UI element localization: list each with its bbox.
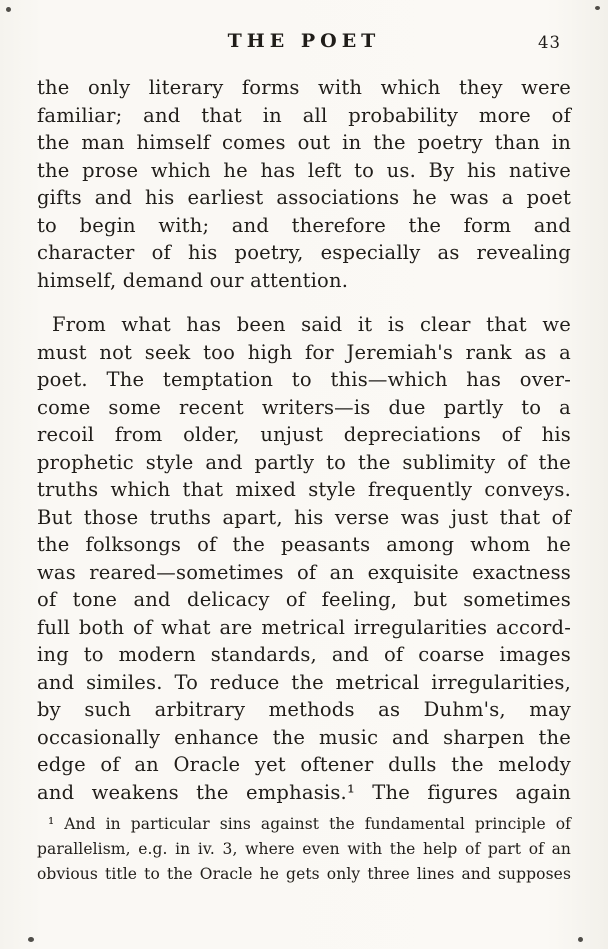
text-line: full both of what are metrical irregularities accord-: [37, 615, 571, 639]
text-block: [37, 74, 571, 806]
scan-artifact: [6, 7, 11, 12]
text-line: gifts and his earliest associations he was a poet: [37, 186, 571, 209]
text-line: and similes. To reduce the metrical irregularities,: [37, 670, 571, 694]
text-line: truths which that mixed style frequently conveys.: [37, 478, 571, 501]
text-line: parallelism, e.g. in iv. 3, where even with the help of part of an: [37, 840, 571, 858]
text-line: character of his poetry, especially as revealing: [37, 241, 571, 264]
text-line: himself, demand our attention.: [37, 268, 349, 292]
paragraph-continuation: [37, 74, 571, 294]
footnote: [37, 812, 571, 887]
text-line: occasionally enhance the music and sharpen the: [37, 725, 571, 749]
text-line: the only literary forms with which they were: [37, 76, 571, 99]
scan-artifact: [28, 937, 34, 942]
scan-artifact: [595, 6, 600, 10]
text-line: ¹ And in particular sins against the fundamental principle of: [48, 815, 571, 833]
running-title: THE POET: [227, 30, 381, 52]
text-line: recoil from older, unjust depreciations of his: [37, 423, 571, 446]
text-line: of tone and delicacy of feeling, but sometimes: [37, 588, 571, 611]
text-line: must not seek too high for Jeremiah's rank as a: [37, 340, 571, 364]
page-number: 43: [538, 33, 561, 52]
text-line: by such arbitrary methods as Duhm's, may: [37, 698, 571, 721]
text-line: obvious title to the Oracle he gets only three lines and supposes: [37, 865, 571, 883]
page-header: [37, 30, 571, 56]
scan-artifact: [578, 937, 583, 942]
text-line: From what has been said it is clear that we: [52, 313, 571, 336]
text-line: was reared—sometimes of an exquisite exactness: [37, 560, 571, 584]
text-line: familiar; and that in all probability more of: [37, 103, 571, 127]
text-line: to begin with; and therefore the form and: [37, 213, 571, 237]
text-line: prophetic style and partly to the sublimity of the: [37, 450, 571, 474]
text-line: the prose which he has left to us. By his native: [37, 158, 571, 182]
text-line: the folksongs of the peasants among whom he: [37, 533, 571, 556]
text-line: But those truths apart, his verse was just that of: [37, 505, 571, 529]
text-line: come some recent writers—is due partly to a: [37, 395, 571, 419]
text-line: and weakens the emphasis.¹ The figures again: [37, 780, 571, 804]
text-line: the man himself comes out in the poetry than in: [37, 131, 571, 154]
text-line: edge of an Oracle yet oftener dulls the melody: [37, 753, 571, 776]
text-line: poet. The temptation to this—which has over-: [37, 368, 571, 391]
text-line: ing to modern standards, and of coarse images: [37, 643, 571, 666]
paragraph-from-what: [37, 311, 571, 806]
